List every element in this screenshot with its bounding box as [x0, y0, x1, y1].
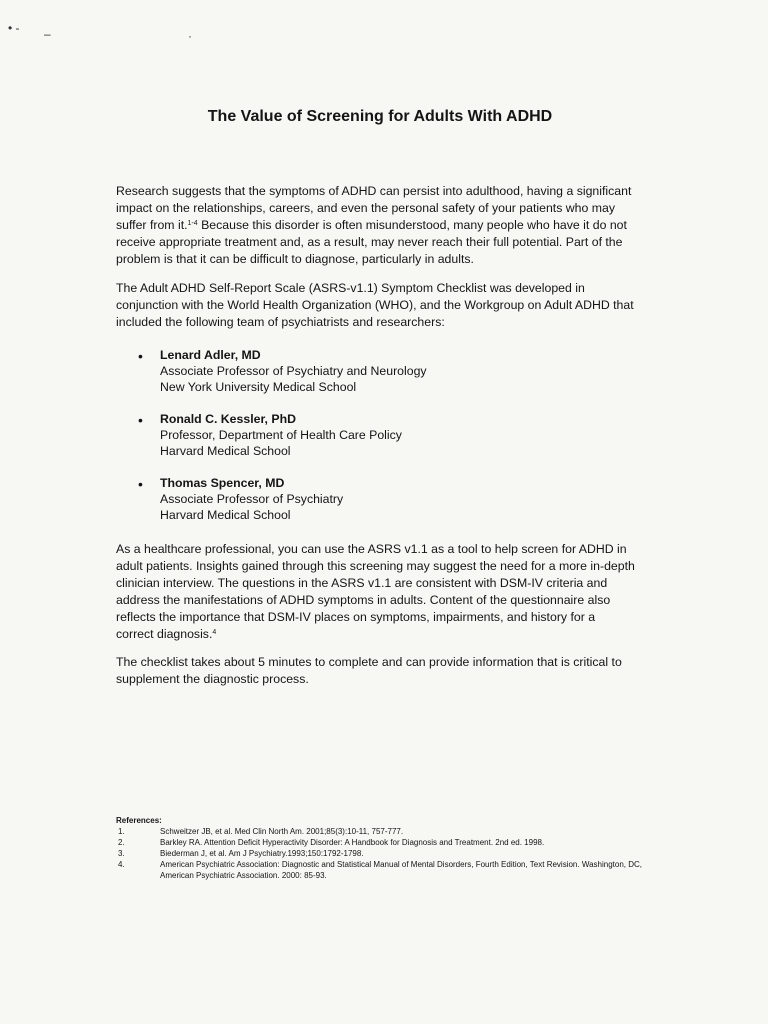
person-role: Associate Professor of Psychiatry: [160, 492, 344, 506]
scan-speck: • -: [8, 21, 20, 35]
team-member-spencer: [160, 475, 343, 523]
reference-number: 1.: [118, 827, 125, 836]
reference-item: [116, 859, 656, 881]
reference-number: 2.: [118, 838, 125, 847]
reference-item: [116, 837, 656, 848]
person-role: Professor, Department of Health Care Policy: [160, 428, 402, 442]
team-member-kessler: [160, 411, 402, 459]
person-name: Lenard Adler, MD: [160, 348, 261, 362]
team-member-adler: [160, 347, 427, 395]
bullet-marker: •: [138, 412, 143, 428]
reference-text: American Psychiatric Association: Diagnostic and Statistical Manual of Mental Disorders, Fourth Edition, Text Revision. Washington, DC, American Psychiatric Association. 2000: 85-93.: [160, 860, 642, 880]
person-org: New York University Medical School: [160, 380, 357, 394]
scan-speck: ·: [188, 29, 192, 43]
asrs-paragraph: The Adult ADHD Self-Report Scale (ASRS-v1.1) Symptom Checklist was developed in conjunction with the World Health Organization (WHO), and the Workgroup on Adult ADHD that included the following team of psychiatrists and researchers:: [116, 281, 634, 329]
citation-superscript: 4: [212, 629, 217, 636]
reference-item: [116, 848, 656, 859]
healthcare-paragraph: [116, 541, 636, 643]
person-org: Harvard Medical School: [160, 444, 291, 458]
reference-number: 3.: [118, 849, 125, 858]
reference-item: [116, 826, 656, 837]
person-name: Ronald C. Kessler, PhD: [160, 412, 296, 426]
bullet-marker: •: [138, 476, 143, 492]
reference-text: Biederman J, et al. Am J Psychiatry.1993;150:1792-1798.: [160, 849, 364, 858]
references-section: [116, 815, 656, 881]
reference-text: Barkley RA. Attention Deficit Hyperactivity Disorder: A Handbook for Diagnosis and Treatment. 2nd ed. 1998.: [160, 838, 545, 847]
intro-text-end: Because this disorder is often misunderstood, many people who have it do not receive appropriate treatment and, as a result, may never reach their full potential. Part of the problem is that it can be difficult to diagnose, particularly in adults.: [116, 218, 627, 266]
checklist-paragraph: The checklist takes about 5 minutes to complete and can provide information that is critical to supplement the diagnostic process.: [116, 655, 622, 686]
person-name: Thomas Spencer, MD: [160, 476, 285, 490]
scan-speck: –: [44, 27, 51, 41]
reference-number: 4.: [118, 860, 125, 869]
healthcare-text: As a healthcare professional, you can use the ASRS v1.1 as a tool to help screen for ADHD in adult patients. Insights gained through this screening may suggest the need for a more in-depth clinician interview. The questions in the ASRS v1.1 are consistent with DSM-IV criteria and address the manifestations of ADHD symptoms in adults. Content of the questionnaire also reflects the importance that DSM-IV places on symptoms, impairments, and history for a correct diagnosis.: [116, 542, 635, 641]
intro-text-start: Research suggests that the symptoms of ADHD can persist into adulthood, having a significant impact on the relationships, careers, and even the personal safety of your patients who may suffer from it.: [116, 184, 632, 232]
reference-text: Schweitzer JB, et al. Med Clin North Am. 2001;85(3):10-11, 757-777.: [160, 827, 404, 836]
person-org: Harvard Medical School: [160, 508, 291, 522]
bullet-marker: •: [138, 348, 143, 364]
person-role: Associate Professor of Psychiatry and Neurology: [160, 364, 427, 378]
citation-superscript: 1-4: [187, 220, 198, 227]
intro-paragraph: [116, 183, 636, 268]
page-title: The Value of Screening for Adults With ADHD: [207, 108, 553, 125]
references-heading: References:: [116, 816, 162, 825]
